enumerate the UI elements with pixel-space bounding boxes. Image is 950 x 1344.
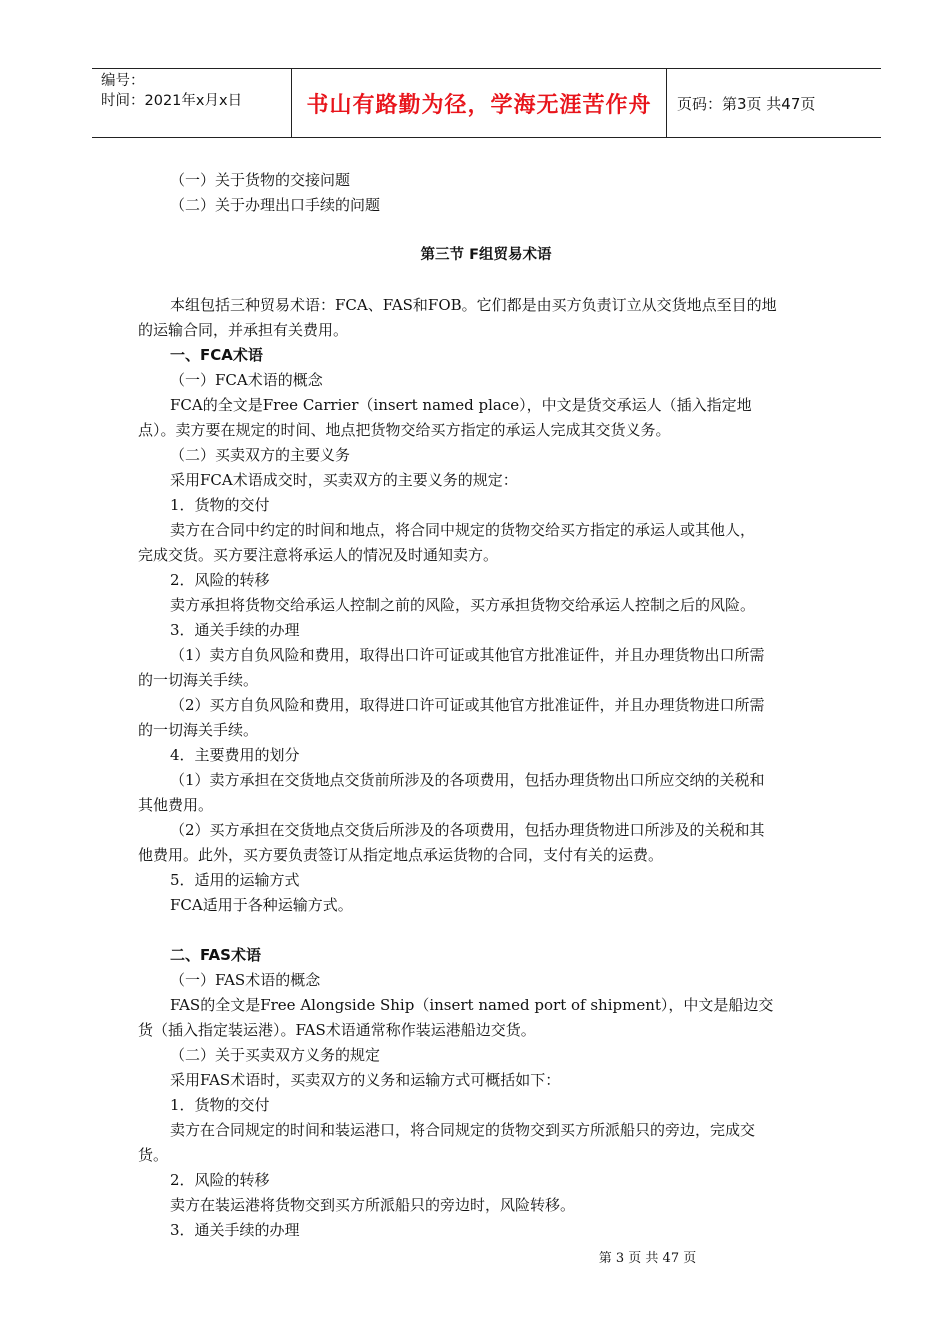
document-body — [138, 168, 834, 1243]
paragraph-line: （1）卖方自负风险和费用，取得出口许可证或其他官方批准证件，并且办理货物出口所需 — [170, 646, 765, 664]
number-label: 编号： — [101, 73, 145, 89]
paragraph-line: 卖方在装运港将货物交到买方所派船只的旁边时，风险转移。 — [170, 1196, 576, 1214]
paragraph-line: 的运输合同，并承担有关费用。 — [138, 321, 349, 339]
paragraph-line: （二）关于办理出口手续的问题 — [170, 196, 381, 214]
header-meta-cell — [92, 69, 292, 137]
paragraph-line: （2）买方自负风险和费用，取得进口许可证或其他官方批准证件，并且办理货物进口所需 — [170, 696, 765, 714]
paragraph-line: 采用FAS术语时，买卖双方的义务和运输方式可概括如下： — [170, 1071, 561, 1089]
header-motto: 书山有路勤为径，学海无涯苦作舟 — [292, 69, 667, 137]
paragraph-line: 货。 — [138, 1146, 169, 1164]
paragraph-line: 他费用。此外，买方要负责签订从指定地点承运货物的合同，支付有关的运费。 — [138, 846, 664, 864]
paragraph-line: 的一切海关手续。 — [138, 721, 259, 739]
paragraph-line: 采用FCA术语成交时，买卖双方的主要义务的规定： — [170, 471, 518, 489]
section-title: 第三节 F组贸易术语 — [420, 247, 552, 263]
paragraph-line: 1．货物的交付 — [170, 1096, 270, 1114]
paragraph-line: 本组包括三种贸易术语：FCA、FAS和FOB。它们都是由买方负责订立从交货地点至目的地 — [170, 296, 777, 314]
paragraph-line: 3．通关手续的办理 — [170, 1221, 300, 1239]
paragraph-line: FAS的全文是Free Alongside Ship（insert named port of shipment），中文是船边交 — [170, 996, 774, 1014]
time-label: 时间：2021年x月x日 — [101, 93, 243, 109]
paragraph-line: （二）关于买卖双方义务的规定 — [170, 1046, 381, 1064]
paragraph-line: 卖方承担将货物交给承运人控制之前的风险，买方承担货物交给承运人控制之后的风险。 — [170, 596, 756, 614]
paragraph-line: 卖方在合同规定的时间和装运港口，将合同规定的货物交到买方所派船只的旁边，完成交 — [170, 1121, 756, 1139]
page-footer: 第 3 页 共 47 页 — [598, 1251, 697, 1266]
paragraph-line: （1）卖方承担在交货地点交货前所涉及的各项费用，包括办理货物出口所应交纳的关税和 — [170, 771, 765, 789]
paragraph-line: 点）。卖方要在规定的时间、地点把货物交给买方指定的承运人完成其交货义务。 — [138, 421, 671, 439]
paragraph-line: 3．通关手续的办理 — [170, 621, 300, 639]
paragraph-line: 5．适用的运输方式 — [170, 871, 300, 889]
paragraph-line: （一）FAS术语的概念 — [170, 971, 321, 989]
paragraph-line: FCA的全文是Free Carrier（insert named place），中文是货交承运人（插入指定地 — [170, 396, 752, 414]
page-header — [92, 68, 881, 138]
paragraph-line: 2．风险的转移 — [170, 1171, 270, 1189]
paragraph-line: 卖方在合同中约定的时间和地点，将合同中规定的货物交给买方指定的承运人或其他人， — [170, 521, 756, 539]
spacer — [138, 268, 834, 293]
spacer — [138, 918, 834, 943]
paragraph-line: 2．风险的转移 — [170, 571, 270, 589]
paragraph-line: （一）关于货物的交接问题 — [170, 171, 351, 189]
paragraph-line: （一）FCA术语的概念 — [170, 371, 323, 389]
paragraph-line: 的一切海关手续。 — [138, 671, 259, 689]
header-page-info: 页码：第3页 共47页 — [677, 94, 816, 113]
paragraph-line: （2）买方承担在交货地点交货后所涉及的各项费用，包括办理货物进口所涉及的关税和其 — [170, 821, 765, 839]
paragraph-line: 完成交货。买方要注意将承运人的情况及时通知卖方。 — [138, 546, 499, 564]
paragraph-line: FCA适用于各种运输方式。 — [170, 896, 353, 914]
paragraph-line: 其他费用。 — [138, 796, 214, 814]
paragraph-line: 1．货物的交付 — [170, 496, 270, 514]
paragraph-line: 4．主要费用的划分 — [170, 746, 300, 764]
paragraph-line: 货（插入指定装运港）。FAS术语通常称作装运港船边交货。 — [138, 1021, 536, 1039]
paragraph-line: 二、FAS术语 — [170, 946, 261, 964]
paragraph-line: 一、FCA术语 — [170, 346, 263, 364]
paragraph-line: （二）买卖双方的主要义务 — [170, 446, 351, 464]
spacer — [138, 218, 834, 243]
